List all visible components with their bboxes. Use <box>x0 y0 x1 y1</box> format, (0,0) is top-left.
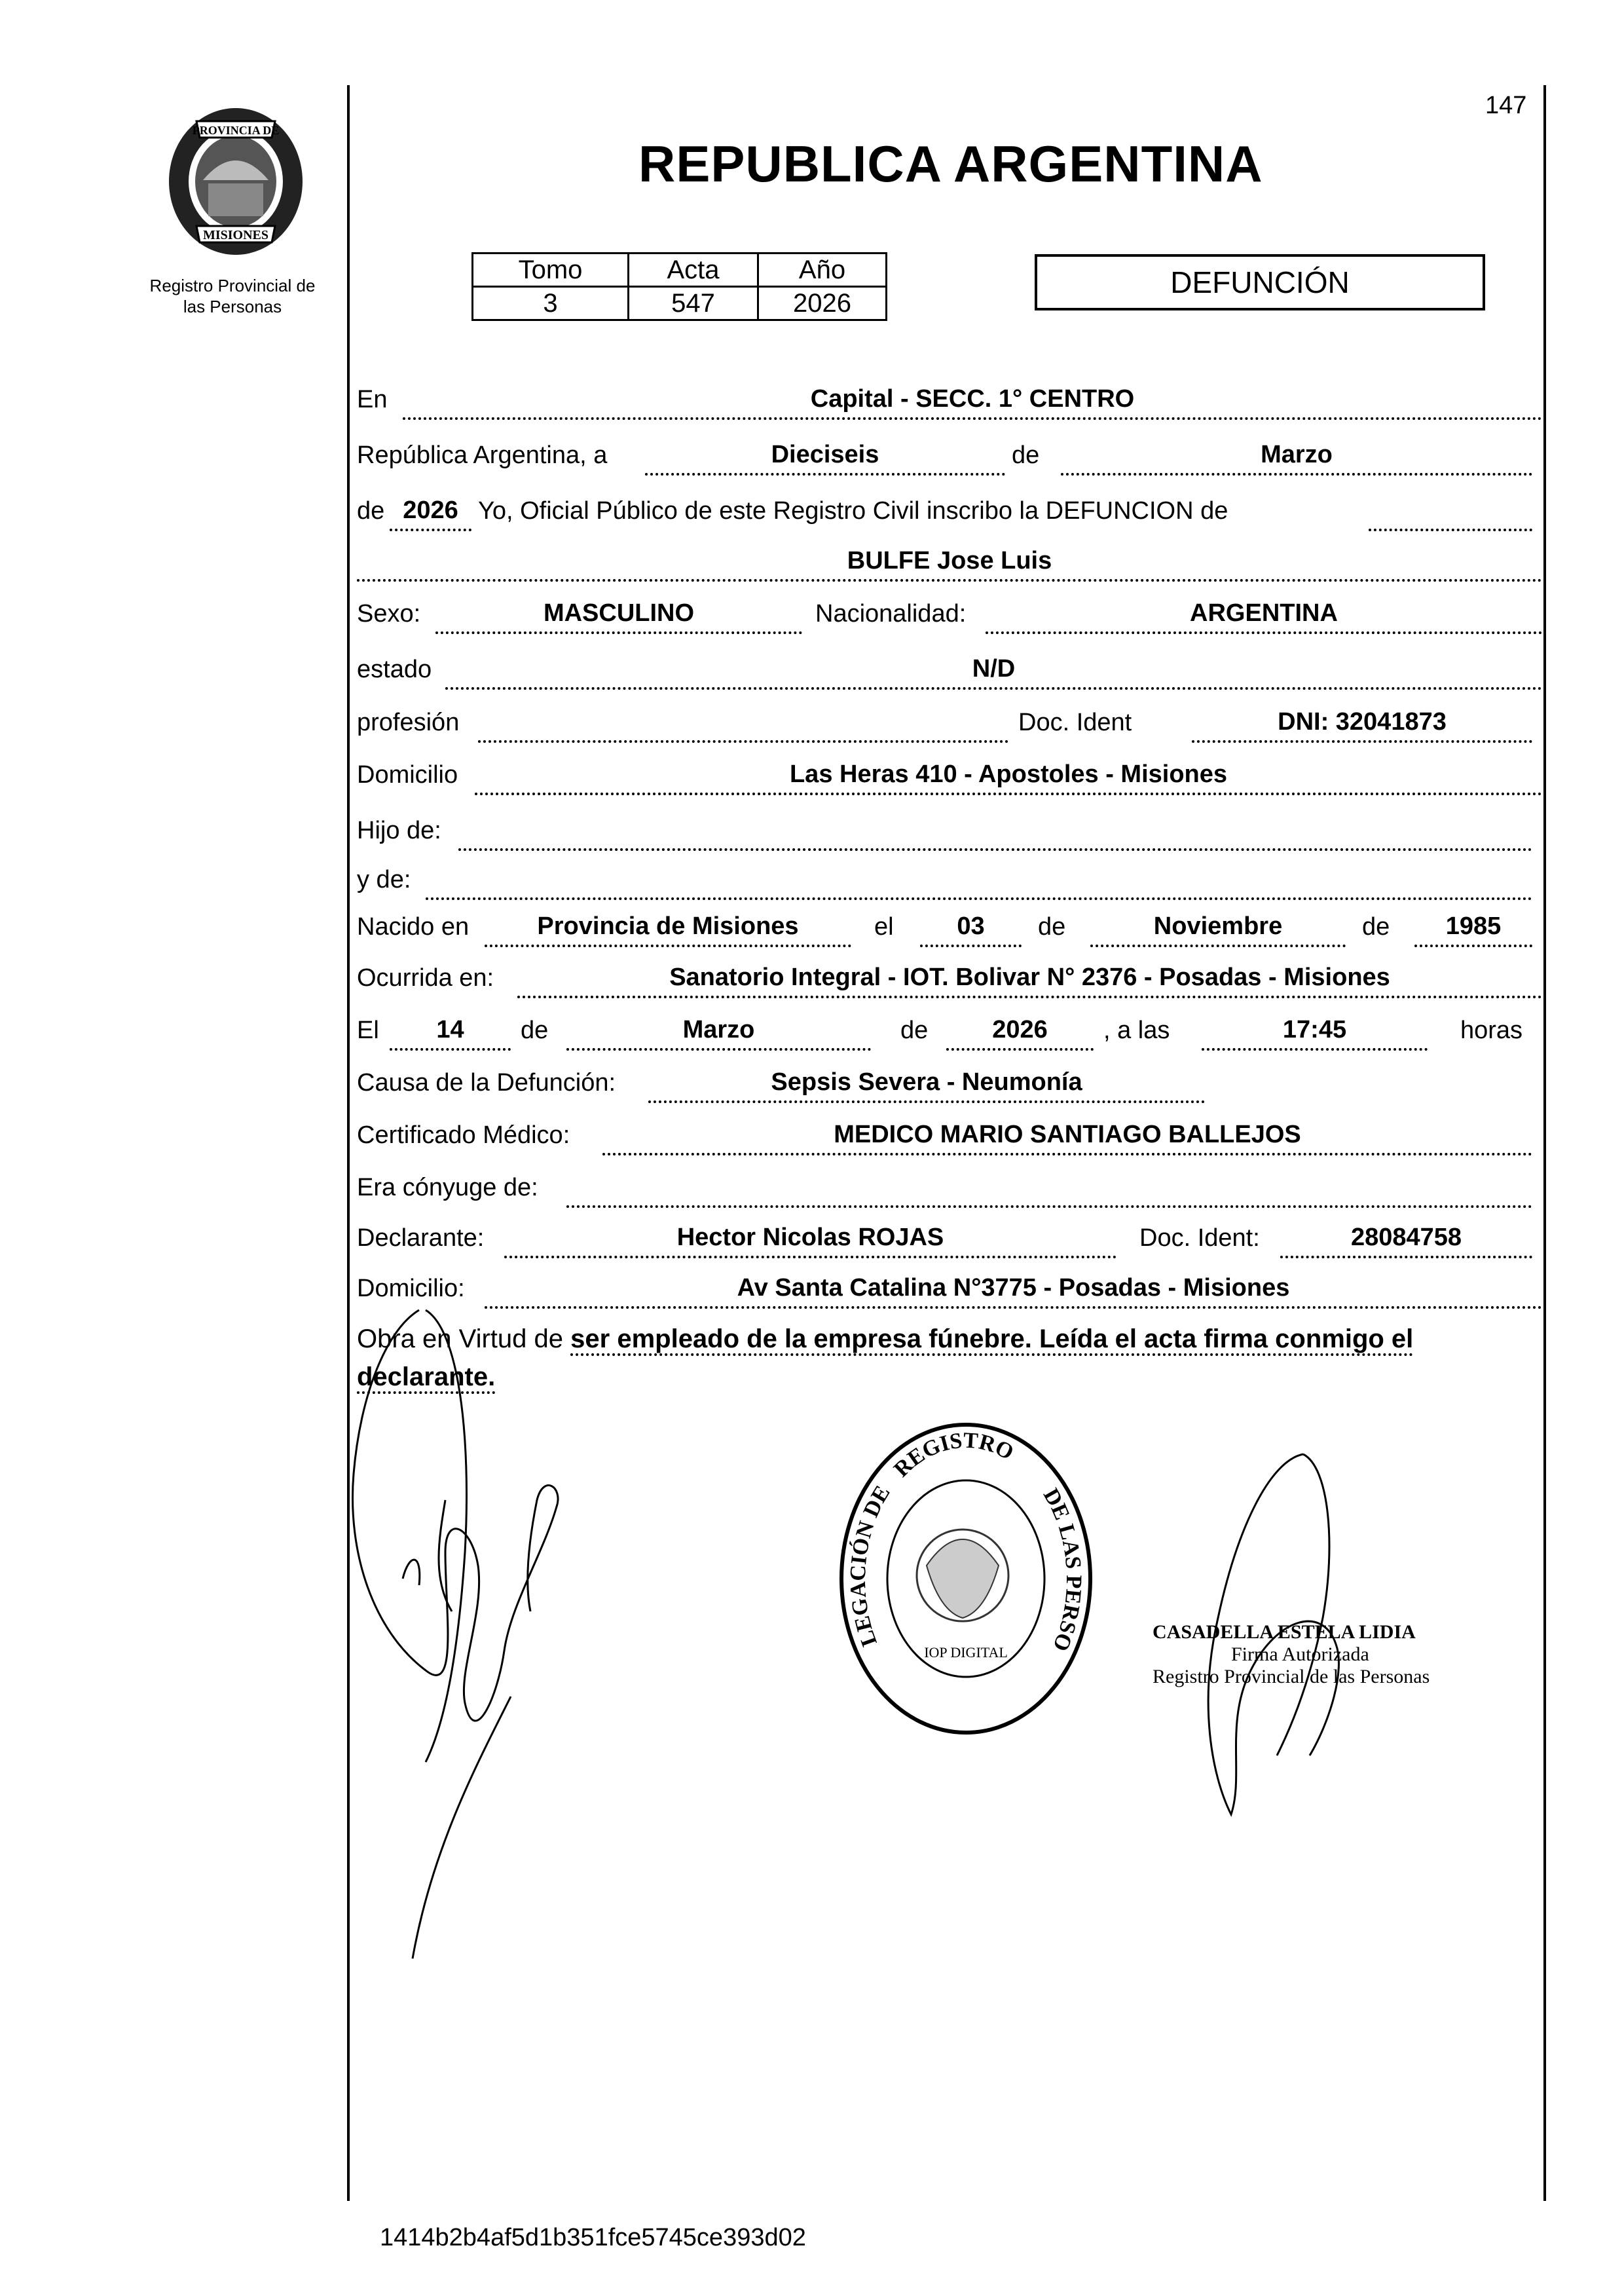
death-de1: de <box>521 1017 549 1044</box>
yde-label: y de: <box>357 866 411 893</box>
en-label: En <box>357 386 388 413</box>
acta-label: Acta <box>629 253 758 287</box>
republica-label: República Argentina, a <box>357 441 608 469</box>
nacido-label: Nacido en <box>357 913 470 941</box>
row-yde <box>357 863 1542 900</box>
acta-value: 547 <box>629 287 758 320</box>
page-number: 147 <box>1485 92 1527 119</box>
doc2-label: Doc. Ident: <box>1139 1224 1260 1252</box>
sexo-label: Sexo: <box>357 600 421 628</box>
official-signature-block <box>1153 1621 1493 1688</box>
row-causa <box>357 1066 1542 1103</box>
death-de2: de <box>900 1017 929 1044</box>
domicilio2-value: Av Santa Catalina N°3775 - Posadas - Misiones <box>485 1272 1542 1309</box>
causa-label: Causa de la Defunción: <box>357 1069 616 1097</box>
row-profesion <box>357 706 1542 743</box>
declarante-label: Declarante: <box>357 1224 485 1252</box>
tomo-acta-anio-table <box>471 252 887 321</box>
causa-value: Sepsis Severa - Neumonía <box>648 1066 1205 1103</box>
deceased-name: BULFE Jose Luis <box>357 545 1542 582</box>
estado-label: estado <box>357 656 432 683</box>
row-deceased-name <box>357 545 1542 582</box>
anio-value: 2026 <box>758 287 887 320</box>
year-value: 2026 <box>390 495 471 531</box>
nacionalidad-value: ARGENTINA <box>986 597 1542 634</box>
domicilio2-label: Domicilio: <box>357 1275 465 1302</box>
doc-label: Doc. Ident <box>1018 709 1132 736</box>
day-words: Dieciseis <box>645 439 1005 476</box>
row-hijo <box>357 814 1542 851</box>
conyuge-value <box>566 1171 1532 1208</box>
document-type-box: DEFUNCIÓN <box>1035 254 1485 310</box>
en-value: Capital - SECC. 1° CENTRO <box>403 383 1542 420</box>
registry-stamp <box>828 1415 1103 1742</box>
provincial-seal <box>157 102 314 259</box>
official-title: Firma Autorizada <box>1231 1643 1369 1665</box>
birth-day: 03 <box>920 910 1022 947</box>
el-label: el <box>874 913 894 941</box>
row-ocurrida <box>357 962 1542 998</box>
seal-ring-top-text: PROVINCIA DE <box>192 124 280 137</box>
birth-year: 1985 <box>1414 910 1532 947</box>
birth-month: Noviembre <box>1090 910 1346 947</box>
doc2-value: 28084758 <box>1280 1222 1532 1258</box>
nacido-value: Provincia de Misiones <box>485 910 851 947</box>
conyuge-label: Era cónyuge de: <box>357 1174 538 1201</box>
row-year-inscribo <box>357 495 1542 531</box>
domicilio-value: Las Heras 410 - Apostoles - Misiones <box>475 759 1542 795</box>
year-prefix: de <box>357 497 385 525</box>
hijo-value <box>458 814 1532 851</box>
inscribo-blank <box>1369 495 1532 531</box>
row-certificado <box>357 1119 1542 1155</box>
obra-prefix: Obra en Virtud de <box>357 1324 564 1353</box>
yde-value <box>426 863 1532 900</box>
official-office: Registro Provincial de las Personas <box>1153 1666 1430 1687</box>
row-estado <box>357 653 1542 690</box>
registry-caption <box>134 275 331 317</box>
right-margin-rule <box>1543 85 1546 2201</box>
stamp-arc-left: LEGACIÓN DE <box>845 1481 895 1650</box>
registry-caption-line2: las Personas <box>183 297 282 316</box>
nacionalidad-label: Nacionalidad: <box>815 600 967 628</box>
doc-value: DNI: 32041873 <box>1192 706 1532 743</box>
sexo-value: MASCULINO <box>435 597 802 634</box>
hijo-label: Hijo de: <box>357 817 441 844</box>
obra-text: ser empleado de la empresa fúnebre. Leída el acta firma conmigo el declarante. <box>357 1324 1413 1394</box>
row-nacido <box>357 910 1542 947</box>
birth-de1: de <box>1038 913 1066 941</box>
tomo-label: Tomo <box>473 253 629 287</box>
tomo-value: 3 <box>473 287 629 320</box>
ocurrida-value: Sanatorio Integral - IOT. Bolivar N° 2376 - Posadas - Misiones <box>517 962 1542 998</box>
de-label: de <box>1012 441 1040 469</box>
anio-label: Año <box>758 253 887 287</box>
row-death-date <box>357 1014 1542 1051</box>
seal-ring-bottom-text: MISIONES <box>202 228 269 242</box>
month-value: Marzo <box>1061 439 1532 476</box>
registry-caption-line1: Registro Provincial de <box>149 276 316 295</box>
alas-label: , a las <box>1103 1017 1170 1044</box>
estado-value: N/D <box>445 653 1542 690</box>
death-time: 17:45 <box>1202 1014 1428 1051</box>
horas-label: horas <box>1460 1017 1523 1044</box>
death-year: 2026 <box>946 1014 1094 1051</box>
el2-label: El <box>357 1017 379 1044</box>
certificado-label: Certificado Médico: <box>357 1121 570 1149</box>
inscribo-text: Yo, Oficial Público de este Registro Civil inscribo la DEFUNCION de <box>478 497 1228 525</box>
stamp-arc-right: DE LAS PERSO <box>1038 1484 1086 1655</box>
row-republica <box>357 439 1542 476</box>
row-en <box>357 383 1542 420</box>
birth-de2: de <box>1362 913 1390 941</box>
official-name: CASADELLA ESTELA LIDIA <box>1153 1621 1416 1643</box>
stamp-center-text: IOP DIGITAL <box>924 1644 1008 1661</box>
death-month: Marzo <box>566 1014 871 1051</box>
stamp-arc-top: REGISTRO <box>889 1428 1018 1482</box>
ocurrida-label: Ocurrida en: <box>357 964 494 992</box>
row-domicilio <box>357 759 1542 795</box>
declarante-value: Hector Nicolas ROJAS <box>504 1222 1116 1258</box>
page-title: REPUBLICA ARGENTINA <box>638 135 1263 193</box>
death-day: 14 <box>390 1014 511 1051</box>
row-conyuge <box>357 1171 1542 1208</box>
document-hash: 1414b2b4af5d1b351fce5745ce393d02 <box>380 2224 806 2251</box>
declarante-signature <box>347 1304 596 1978</box>
profesion-value <box>478 706 1008 743</box>
row-declarante <box>357 1222 1542 1258</box>
row-sexo <box>357 597 1542 634</box>
domicilio-label: Domicilio <box>357 761 458 789</box>
profesion-label: profesión <box>357 709 460 736</box>
certificado-value: MEDICO MARIO SANTIAGO BALLEJOS <box>602 1119 1532 1155</box>
